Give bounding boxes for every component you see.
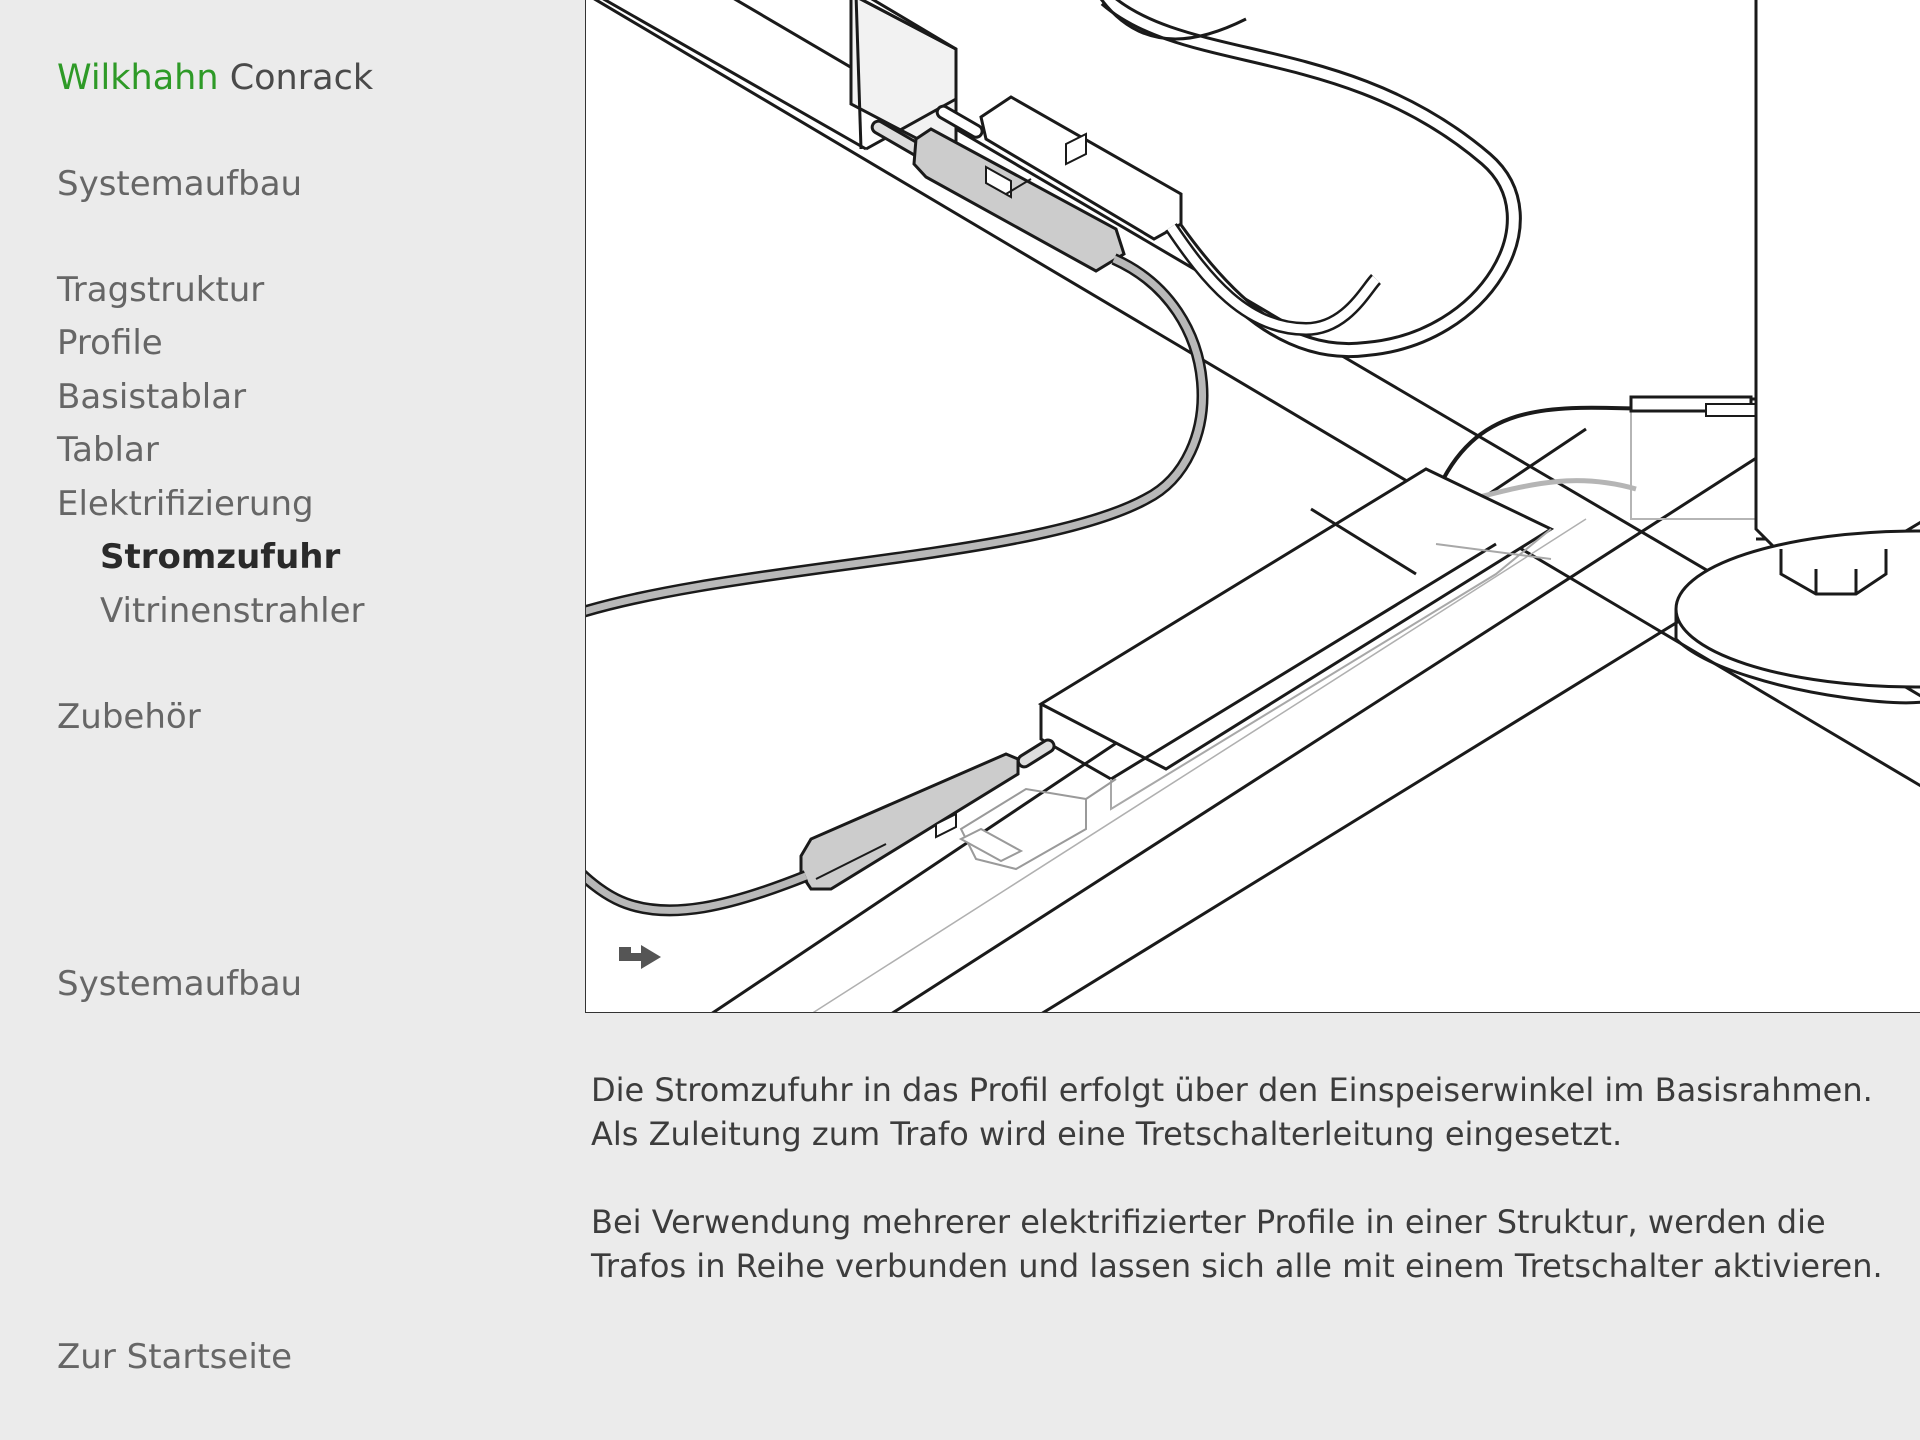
support-post — [1676, 0, 1920, 703]
nav-elektrifizierung[interactable]: Elektrifizierung — [57, 484, 314, 524]
brand-logo[interactable] — [57, 56, 373, 100]
paragraph-1-line-1: Die Stromzufuhr in das Profil erfolgt über den Einspeiserwinkel im Basisrahmen. — [591, 1071, 1873, 1109]
illustration-svg — [586, 0, 1920, 1013]
base-rail-ghost — [811, 519, 1586, 1013]
nav-tragstruktur[interactable]: Tragstruktur — [57, 270, 265, 310]
nav-home-link[interactable]: Zur Startseite — [57, 1337, 293, 1377]
nav-profile[interactable]: Profile — [57, 323, 163, 363]
base-rail — [586, 0, 1920, 1013]
nav-tablar[interactable]: Tablar — [57, 430, 159, 470]
feed-wire — [1436, 408, 1716, 504]
description-paragraph-1 — [591, 1068, 1891, 1156]
nav-basistablar[interactable]: Basistablar — [57, 377, 247, 417]
brand-name: Wilkhahn — [57, 58, 219, 98]
paragraph-2-line-2: Trafos in Reihe verbunden und lassen sich alle mit einem Tretschalter aktivieren. — [591, 1247, 1883, 1285]
nav-footer-systemaufbau[interactable]: Systemaufbau — [57, 964, 303, 1004]
brand-product: Conrack — [229, 58, 374, 98]
paragraph-1-line-2: Als Zuleitung zum Trafo wird eine Tretschalterleitung eingesetzt. — [591, 1115, 1623, 1153]
sidebar — [57, 0, 557, 1440]
description-text — [591, 1068, 1891, 1288]
cable-grey-upper — [586, 259, 1203, 614]
nav-systemaufbau[interactable]: Systemaufbau — [57, 164, 303, 204]
technical-illustration — [585, 0, 1920, 1013]
cable-white-lower — [1171, 227, 1376, 329]
arrow-next-icon[interactable] — [619, 945, 661, 969]
description-paragraph-2 — [591, 1200, 1891, 1288]
nav-vitrinenstrahler[interactable]: Vitrinenstrahler — [100, 591, 365, 631]
connector-grey-lower — [801, 738, 1056, 889]
nav-stromzufuhr[interactable]: Stromzufuhr — [100, 537, 341, 577]
cable-grey-lower — [586, 859, 806, 910]
nav-zubehoer[interactable]: Zubehör — [57, 697, 201, 737]
paragraph-2-line-1: Bei Verwendung mehrerer elektrifizierter Profile in einer Struktur, werden die — [591, 1203, 1826, 1241]
